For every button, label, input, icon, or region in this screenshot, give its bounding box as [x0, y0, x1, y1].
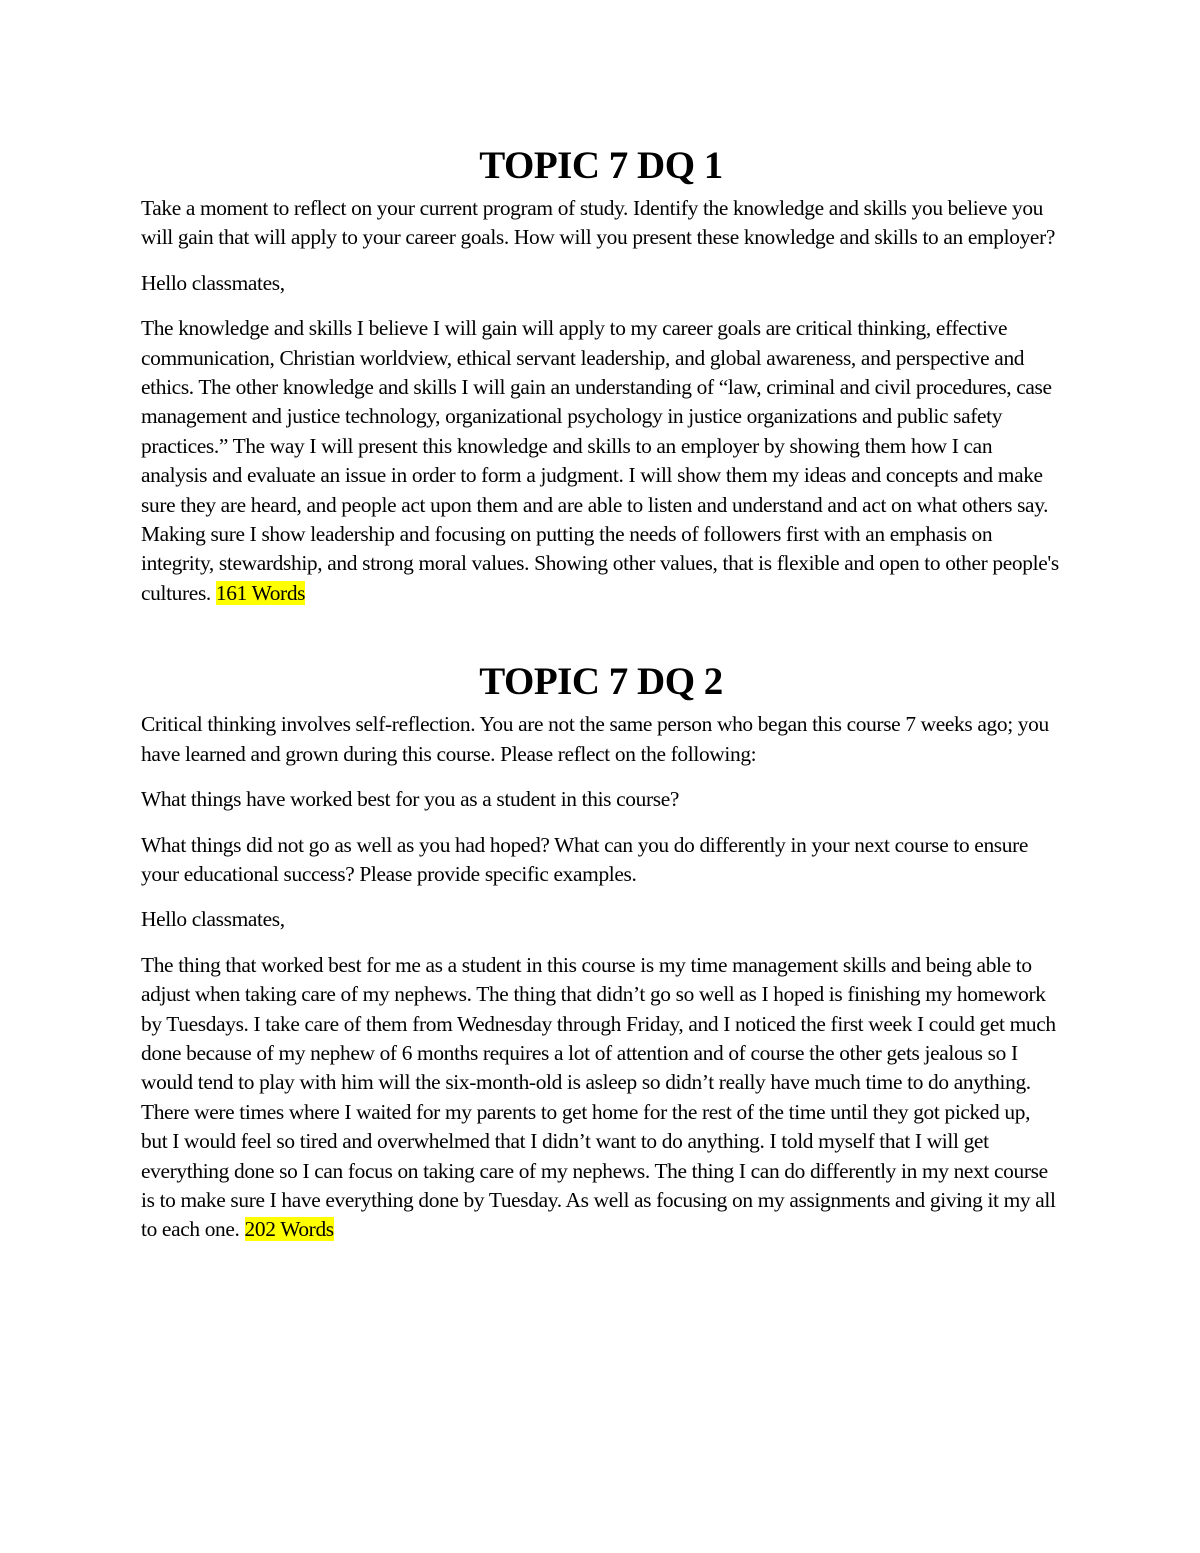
topic2-response-paragraph [141, 951, 1061, 1245]
topic2-prompt-question-1: What things have worked best for you as a student in this course? [141, 787, 680, 812]
topic2-word-count: 202 Words [244, 1217, 334, 1242]
topic1-word-count: 161 Words [215, 580, 306, 605]
document-body [141, 138, 1061, 1261]
topic2-heading: TOPIC 7 DQ 2 [479, 660, 723, 704]
topic2-prompt-question-2: What things did not go as well as you had hoped? What can you do differently in your next course to ensure your educational success? Please provide specific examples. [141, 832, 1029, 886]
topic1-response-text: The knowledge and skills I believe I will gain will apply to my career goals are critical thinking, effective communication, Christian worldview, ethical servant leadership, and global awareness, and perspective and ethics. The other knowledge and skills I will gain an understanding of “law, criminal and civil procedures, case management and justice technology, organizational psychology in justice organizations and public safety practices.” The way I will present this knowledge and skills to an employer by showing them how I can analysis and evaluate an issue in order to form a judgment. I will show them my ideas and concepts and make sure they are heard, and people act upon them and are able to listen and understand and act on what others say. Making sure I show leadership and focusing on putting the needs of followers first with an emphasis on integrity, stewardship, and strong moral values. Showing other values, that is flexible and open to other people's cultures. [141, 316, 1059, 605]
topic1-prompt: Take a moment to reflect on your current program of study. Identify the knowledge and skills you believe you will gain that will apply to your career goals. How will you present these knowledge and skills to an employer? [141, 196, 1055, 250]
topic1-heading: TOPIC 7 DQ 1 [479, 144, 723, 187]
topic1-response-paragraph [141, 314, 1061, 608]
topic2-prompt-intro: Critical thinking involves self-reflection. You are not the same person who began this course 7 weeks ago; you have learned and grown during this course. Please reflect on the following: [141, 712, 1049, 766]
topic1-greeting: Hello classmates, [141, 270, 285, 295]
topic2-greeting: Hello classmates, [141, 907, 285, 932]
topic2-response-text: The thing that worked best for me as a student in this course is my time management skills and being able to adjust when taking care of my nephews. The thing that didn’t go so well as I hoped is finishing my homework by Tuesdays. I take care of them from Wednesday through Friday, and I noticed the first week I could get much done because of my nephew of 6 months requires a lot of attention and of course the other gets jealous so I would tend to play with him will the six-month-old is asleep so didn’t really have much time to do anything. There were times where I waited for my parents to get home for the rest of the time until they got picked up, but I would feel so tired and overwhelmed that I didn’t want to do anything. I told myself that I will get everything done so I can focus on taking care of my nephews. The thing I can do differently in my next course is to make sure I have everything done by Tuesday. As well as focusing on my assignments and giving it my all to each one. [141, 952, 1056, 1242]
